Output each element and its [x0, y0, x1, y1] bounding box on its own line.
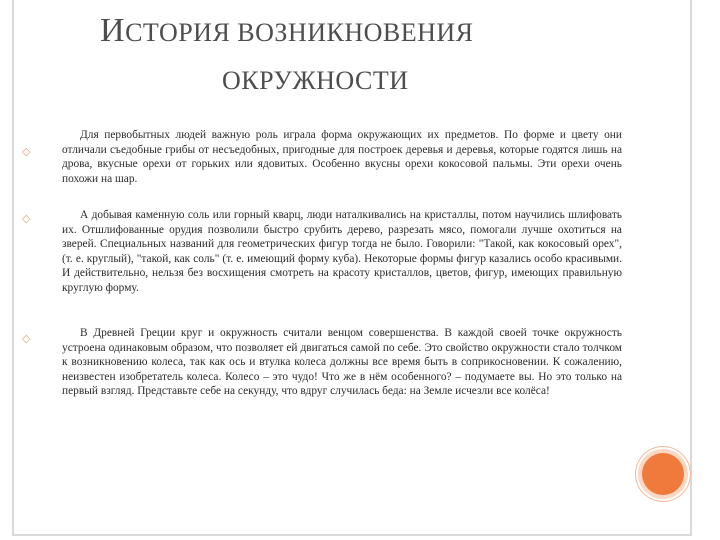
decorative-circle	[642, 453, 684, 495]
diamond-outline-icon: ◇	[22, 146, 31, 158]
paragraph-2: А добывая каменную соль или горный кварц, люди наталкивались на кристаллы, потом научились шлифовать их. Отшлифованные орудия позволили быстро срубить дерево, разрезать мясо, помогали лучше охотиться на зверей. Специальных названий для геометрических фигур тогда не было. Говорили: "Такой, как кокосовый орех", (т. е. круглый), "такой, как соль" (т. е. имеющий форму куба). Некоторые формы фигур казались особо красивыми. И действительно, нельзя без восхищения смотреть на красоту кристаллов, цветов, фигур, имеющих правильную круглую форму.	[62, 209, 622, 294]
diamond-outline-icon: ◇	[22, 333, 31, 345]
title-rest: СТОРИЯ ВОЗНИКНОВЕНИЯ	[125, 18, 474, 47]
page-title-line-1	[100, 12, 640, 50]
paragraph-1: Для первобытных людей важную роль играла форма окружающих их предметов. По форме и цвету они отличали съедобные грибы от несъедобных, пригодные для построек деревья и деревья, которые годятся лишь на дрова, вкусные орехи от горьких или ядовитых. Особенно вкусны орехи кокосовой пальмы. Эти орехи очень похожи на шар.	[62, 129, 622, 185]
paragraph-3: В Древней Греции круг и окружность считали венцом совершенства. В каждой своей точке окружность устроена одинаковым образом, что позволяет ей двигаться самой по себе. Это свойство окружности стало толчком к возникновению колеса, так как ось и втулка колеса должны все время быть в соприкосновении. К сожалению, неизвестен изобретатель колеса. Колесо – это чудо! Что же в нём особенного? – подумаете вы. Но это только на первый взгляд. Представьте себе на секунду, что вдруг случилась беда: на Земле исчезли все колёса!	[62, 327, 622, 398]
title-initial: И	[100, 12, 126, 49]
diamond-outline-icon: ◇	[22, 213, 31, 225]
page-title-line-2: ОКРУЖНОСТИ	[222, 66, 409, 95]
